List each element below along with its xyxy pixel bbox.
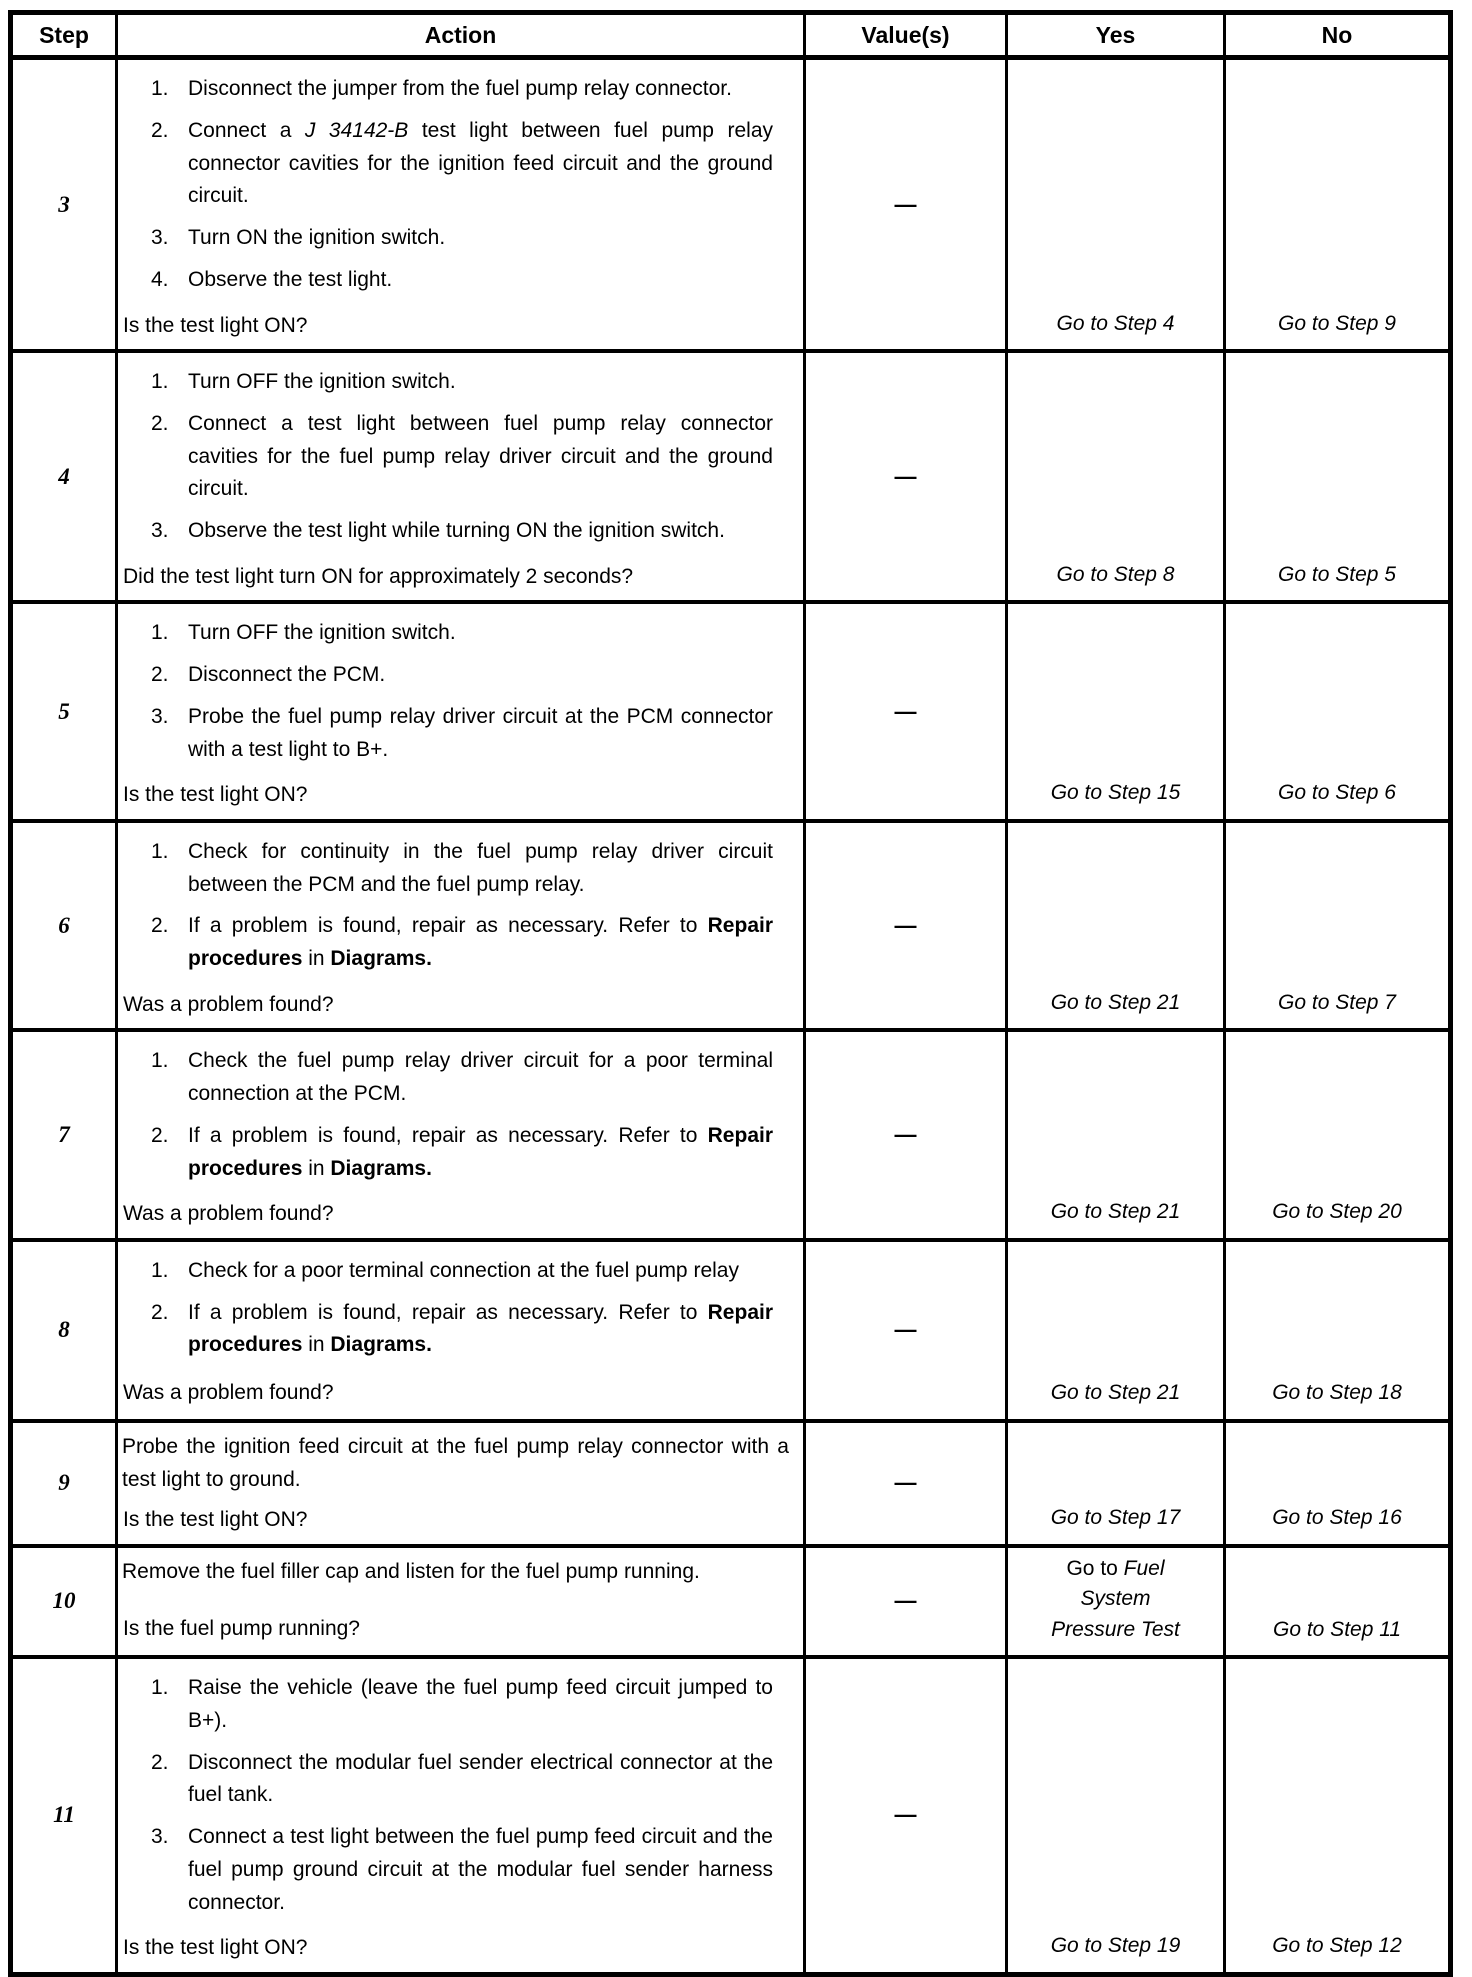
item-number: 1. (151, 1049, 169, 1073)
text-segment: Connect a test light between fuel pump relay connector cavities for the fuel pump relay driver circuit and the ground circuit. (188, 411, 773, 501)
text-segment: Check for a poor terminal connection at the fuel pump relay (188, 1258, 739, 1282)
item-number: 1. (151, 1676, 169, 1700)
value-cell: — (805, 1240, 1007, 1421)
item-text (188, 1672, 799, 1738)
text-segment: Turn OFF the ignition switch. (188, 370, 456, 393)
action-items (122, 829, 799, 985)
text-segment: Go to Step 6 (1278, 781, 1396, 805)
text-segment: Disconnect the PCM. (188, 663, 386, 686)
table-row (11, 821, 1451, 1031)
text-segment: Go to Step 9 (1278, 311, 1396, 335)
text-segment: Turn OFF the ignition switch. (188, 621, 456, 645)
text-segment: Repair procedures (188, 914, 773, 970)
text-segment: Go to (1066, 1556, 1124, 1580)
action-items (122, 1248, 799, 1371)
text-segment: Go to Step 12 (1272, 1934, 1402, 1958)
col-header-yes: Yes (1007, 13, 1225, 58)
step-number: 7 (11, 1030, 117, 1240)
yes-cell (1007, 1030, 1225, 1240)
value-cell: — (805, 821, 1007, 1031)
text-segment: Go to Step 17 (1050, 1506, 1181, 1530)
yes-cell (1007, 821, 1225, 1031)
text-segment: Probe the fuel pump relay driver circuit at the PCM connector with a test light to B+. (188, 704, 773, 761)
action-cell (117, 1546, 805, 1657)
item-number: 3. (151, 704, 169, 728)
text-segment: test light between fuel pump relay connector cavities for the ignition feed circuit and the ground circuit. (188, 118, 773, 208)
value-cell: — (805, 1546, 1007, 1657)
text-segment: J 34142-B (304, 118, 409, 142)
text-segment: Disconnect the modular fuel sender electrical connector at the fuel tank. (188, 1750, 773, 1807)
text-segment: in (302, 947, 331, 970)
header-row (11, 13, 1451, 58)
col-header-action: Action (117, 13, 805, 58)
no-cell (1225, 821, 1451, 1031)
item-number: 3. (151, 226, 169, 249)
no-cell (1225, 1546, 1451, 1657)
text-segment: Observe the test light. (188, 267, 393, 291)
item-text (188, 701, 799, 767)
action-items (122, 1429, 799, 1501)
question-text: Is the test light ON? (123, 1936, 308, 1960)
item-text (188, 1045, 799, 1111)
no-cell (1225, 351, 1451, 602)
item-text (188, 836, 799, 902)
item-text (122, 1431, 799, 1497)
question-text: Is the test light ON? (123, 783, 308, 807)
text-segment: Diagrams. (330, 947, 432, 970)
item-number: 1. (151, 839, 169, 863)
step-number: 11 (11, 1657, 117, 1974)
item-text (122, 1556, 799, 1589)
yes-cell (1007, 351, 1225, 602)
item-text (188, 366, 799, 399)
action-cell (117, 1421, 805, 1546)
action-items (122, 1038, 799, 1194)
action-item (122, 1255, 799, 1288)
item-text (188, 73, 799, 106)
text-segment: Raise the vehicle (leave the fuel pump feed circuit jumped to B+). (188, 1676, 773, 1732)
item-number: 1. (151, 621, 169, 645)
item-text (188, 1120, 799, 1186)
action-items (122, 66, 799, 306)
text-segment: If a problem is found, repair as necessary. Refer to (188, 1123, 708, 1147)
item-number: 2. (151, 663, 169, 686)
text-segment: Go to Step 16 (1272, 1506, 1402, 1530)
text-segment: Go to Step 11 (1272, 1617, 1402, 1641)
action-item (122, 701, 799, 767)
text-segment: in (302, 1333, 331, 1357)
action-content (122, 1429, 799, 1536)
no-cell (1225, 1030, 1451, 1240)
item-text (188, 115, 799, 213)
item-number: 2. (151, 1300, 169, 1324)
diagnostic-table (8, 10, 1453, 1977)
item-number: 3. (151, 519, 169, 542)
action-cell (117, 351, 805, 602)
action-item (122, 617, 799, 650)
text-segment: Check the fuel pump relay driver circuit for a poor terminal connection at the PCM. (188, 1049, 773, 1105)
question-text: Did the test light turn ON for approximately 2 seconds? (123, 564, 634, 588)
text-segment: Turn ON the ignition switch. (188, 226, 446, 249)
text-segment: in (302, 1156, 331, 1180)
action-item (122, 1045, 799, 1111)
action-item (122, 1120, 799, 1186)
yes-cell (1007, 1421, 1225, 1546)
action-content (122, 610, 799, 811)
item-number: 2. (151, 1750, 169, 1774)
text-segment: Go to Step 7 (1278, 990, 1396, 1014)
action-content (122, 1665, 799, 1964)
action-item (122, 910, 799, 976)
value-cell: — (805, 1421, 1007, 1546)
text-segment: If a problem is found, repair as necessary. Refer to (188, 1300, 708, 1324)
value-cell: — (805, 58, 1007, 352)
question-text: Was a problem found? (123, 992, 334, 1016)
col-header-step: Step (11, 13, 117, 58)
item-text (188, 408, 799, 506)
value-cell: — (805, 1030, 1007, 1240)
action-items (122, 1554, 799, 1593)
step-number: 9 (11, 1421, 117, 1546)
text-segment: Go to Step 8 (1056, 562, 1175, 586)
item-text (188, 515, 799, 548)
item-text (188, 1821, 799, 1919)
action-item (122, 1431, 799, 1497)
action-item (122, 115, 799, 213)
question-text: Is the fuel pump running? (123, 1617, 360, 1641)
item-text (188, 222, 799, 255)
table-body (11, 58, 1451, 1975)
item-text (188, 617, 799, 650)
table-row (11, 58, 1451, 352)
value-cell: — (805, 351, 1007, 602)
no-cell (1225, 602, 1451, 821)
action-content (122, 66, 799, 341)
action-item (122, 222, 799, 255)
action-content (122, 359, 799, 592)
action-cell (117, 821, 805, 1031)
text-segment: Repair procedures (188, 1123, 773, 1180)
item-number: 1. (151, 77, 169, 100)
action-content (122, 1554, 799, 1645)
table-row (11, 351, 1451, 602)
text-segment: Fuel System Pressure Test (1051, 1556, 1180, 1641)
text-segment: Go to Step 21 (1050, 990, 1181, 1014)
item-text (188, 1297, 799, 1363)
action-item (122, 1747, 799, 1813)
text-segment: Repair procedures (188, 1300, 773, 1357)
action-item (122, 1297, 799, 1363)
text-segment: Diagrams. (330, 1156, 432, 1180)
step-number: 4 (11, 351, 117, 602)
col-header-values: Value(s) (805, 13, 1007, 58)
item-number: 3. (151, 1825, 169, 1849)
action-item (122, 366, 799, 399)
text-segment: Probe the ignition feed circuit at the fuel pump relay connector with a test light to ground. (122, 1434, 789, 1491)
question-text: Was a problem found? (123, 1202, 334, 1226)
action-item (122, 408, 799, 506)
item-number: 2. (151, 118, 169, 142)
action-item (122, 515, 799, 548)
value-cell: — (805, 602, 1007, 821)
action-items (122, 610, 799, 775)
yes-cell (1007, 1546, 1225, 1657)
text-segment: Go to Step 4 (1056, 311, 1175, 335)
action-items (122, 1665, 799, 1928)
action-item (122, 1672, 799, 1738)
step-number: 8 (11, 1240, 117, 1421)
action-item (122, 1556, 799, 1589)
item-text (188, 659, 799, 692)
action-item (122, 659, 799, 692)
action-cell (117, 1030, 805, 1240)
action-item (122, 836, 799, 902)
text-segment: If a problem is found, repair as necessary. Refer to (188, 914, 708, 938)
item-number: 4. (151, 267, 169, 291)
value-cell: — (805, 1657, 1007, 1974)
text-segment: Connect a (188, 118, 305, 142)
text-segment: Diagrams. (330, 1333, 432, 1357)
text-segment: Go to Step 15 (1050, 781, 1181, 805)
step-number: 6 (11, 821, 117, 1031)
table-row (11, 1030, 1451, 1240)
text-segment: Go to Step 18 (1272, 1381, 1402, 1405)
action-item (122, 73, 799, 106)
no-cell (1225, 58, 1451, 352)
text-segment: Go to Step 5 (1278, 562, 1396, 586)
item-text (188, 1747, 799, 1813)
no-cell (1225, 1240, 1451, 1421)
question-text: Is the test light ON? (123, 1508, 308, 1532)
item-number: 2. (151, 1123, 169, 1147)
yes-cell (1007, 58, 1225, 352)
question-text: Was a problem found? (123, 1381, 334, 1405)
action-item (122, 1821, 799, 1919)
text-segment: Disconnect the jumper from the fuel pump relay connector. (188, 77, 732, 100)
text-segment: Check for continuity in the fuel pump relay driver circuit between the PCM and the fuel pump relay. (188, 839, 773, 896)
text-segment: Go to Step 21 (1050, 1200, 1181, 1224)
text-segment: Connect a test light between the fuel pump feed circuit and the fuel pump ground circuit at the modular fuel sender harness connector. (188, 1825, 773, 1914)
text-segment: Go to Step 19 (1050, 1934, 1181, 1958)
step-number: 5 (11, 602, 117, 821)
text-segment: Go to Step 21 (1050, 1381, 1181, 1405)
yes-cell (1007, 1240, 1225, 1421)
table-row (11, 1421, 1451, 1546)
table-row (11, 1240, 1451, 1421)
table-row (11, 1546, 1451, 1657)
text-segment: Go to Step 20 (1272, 1200, 1402, 1224)
action-items (122, 359, 799, 557)
step-number: 3 (11, 58, 117, 352)
action-content (122, 1248, 799, 1409)
item-text (188, 1255, 799, 1288)
item-text (188, 910, 799, 976)
action-cell (117, 602, 805, 821)
action-item (122, 264, 799, 297)
text-segment: Remove the fuel filler cap and listen for the fuel pump running. (122, 1559, 700, 1583)
item-text (188, 264, 799, 297)
item-number: 2. (151, 914, 169, 938)
action-content (122, 1038, 799, 1230)
item-number: 1. (151, 370, 169, 393)
action-cell (117, 1240, 805, 1421)
col-header-no: No (1225, 13, 1451, 58)
yes-cell (1007, 602, 1225, 821)
item-number: 2. (151, 411, 169, 435)
question-text: Is the test light ON? (123, 313, 308, 337)
action-cell (117, 58, 805, 352)
action-content (122, 829, 799, 1021)
no-cell (1225, 1421, 1451, 1546)
step-number: 10 (11, 1546, 117, 1657)
item-number: 1. (151, 1258, 169, 1282)
text-segment: Observe the test light while turning ON the ignition switch. (188, 519, 725, 542)
table-row (11, 602, 1451, 821)
